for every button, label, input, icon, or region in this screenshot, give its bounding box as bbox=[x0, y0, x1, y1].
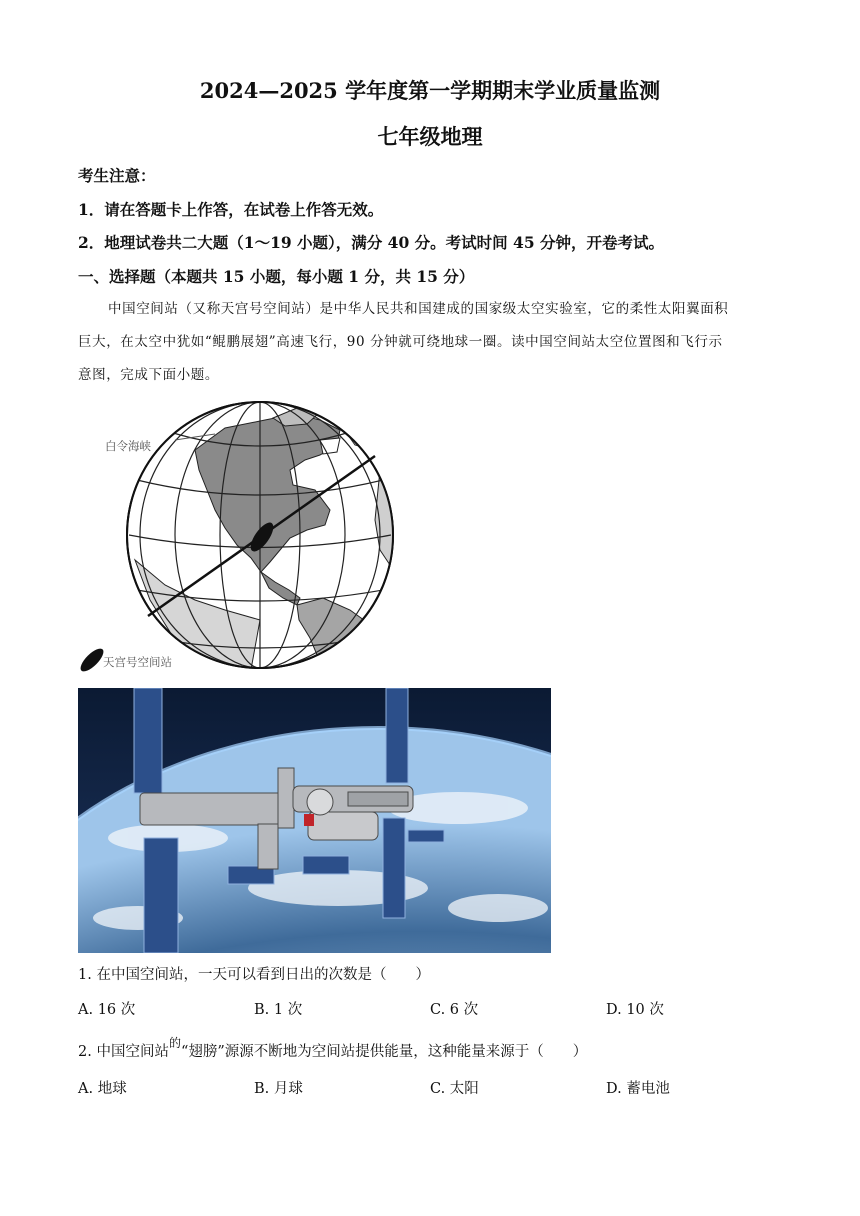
passage-line-1: 中国空间站（又称天宫号空间站）是中华人民共和国建成的国家级太空实验室，它的柔性太阳翼面积 bbox=[108, 301, 729, 317]
passage-line-2: 巨大，在太空中犹如“鲲鹏展翅”高速飞行，90 分钟就可绕地球一圈。读中国空间站太空位置图和飞行示 bbox=[78, 334, 723, 350]
question-2-stem-a: 2. 中国空间站 bbox=[78, 1044, 169, 1060]
q1-option-a[interactable]: A. 16 次 bbox=[78, 1002, 136, 1018]
legend-station-label: 天宫号空间站 bbox=[103, 655, 172, 669]
page-subtitle: 七年级地理 bbox=[377, 124, 483, 149]
question-2-stem-sup: 的 bbox=[168, 1036, 181, 1050]
q2-option-d[interactable]: D. 蓄电池 bbox=[606, 1081, 670, 1097]
space-station-photo bbox=[78, 688, 551, 953]
q1-option-c[interactable]: C. 6 次 bbox=[430, 1002, 479, 1018]
globe-figure bbox=[75, 400, 405, 680]
q2-option-c[interactable]: C. 太阳 bbox=[430, 1081, 479, 1097]
bering-strait-label: 白令海峡 bbox=[105, 439, 151, 453]
q2-option-a[interactable]: A. 地球 bbox=[78, 1081, 127, 1097]
notice-item-1: 1．请在答题卡上作答，在试卷上作答无效。 bbox=[78, 200, 384, 219]
section-heading: 一、选择题（本题共 15 小题，每小题 1 分，共 15 分） bbox=[78, 267, 475, 286]
question-1-stem: 1. 在中国空间站，一天可以看到日出的次数是（ ） bbox=[78, 967, 430, 983]
notice-heading: 考生注意： bbox=[78, 166, 156, 185]
q1-option-d[interactable]: D. 10 次 bbox=[606, 1002, 664, 1018]
question-2-stem-b: “翅膀”源源不断地为空间站提供能量，这种能量来源于（ ） bbox=[180, 1044, 588, 1060]
question-2-stem bbox=[78, 1036, 588, 1061]
notice-item-2: 2．地理试卷共二大题（1～19 小题），满分 40 分。考试时间 45 分钟，开卷考试。 bbox=[78, 233, 665, 252]
q1-option-b[interactable]: B. 1 次 bbox=[254, 1002, 303, 1018]
passage-line-3: 意图，完成下面小题。 bbox=[78, 367, 219, 383]
q2-option-b[interactable]: B. 月球 bbox=[254, 1081, 303, 1097]
page-title: 2024—2025 学年度第一学期期末学业质量监测 bbox=[199, 78, 661, 103]
